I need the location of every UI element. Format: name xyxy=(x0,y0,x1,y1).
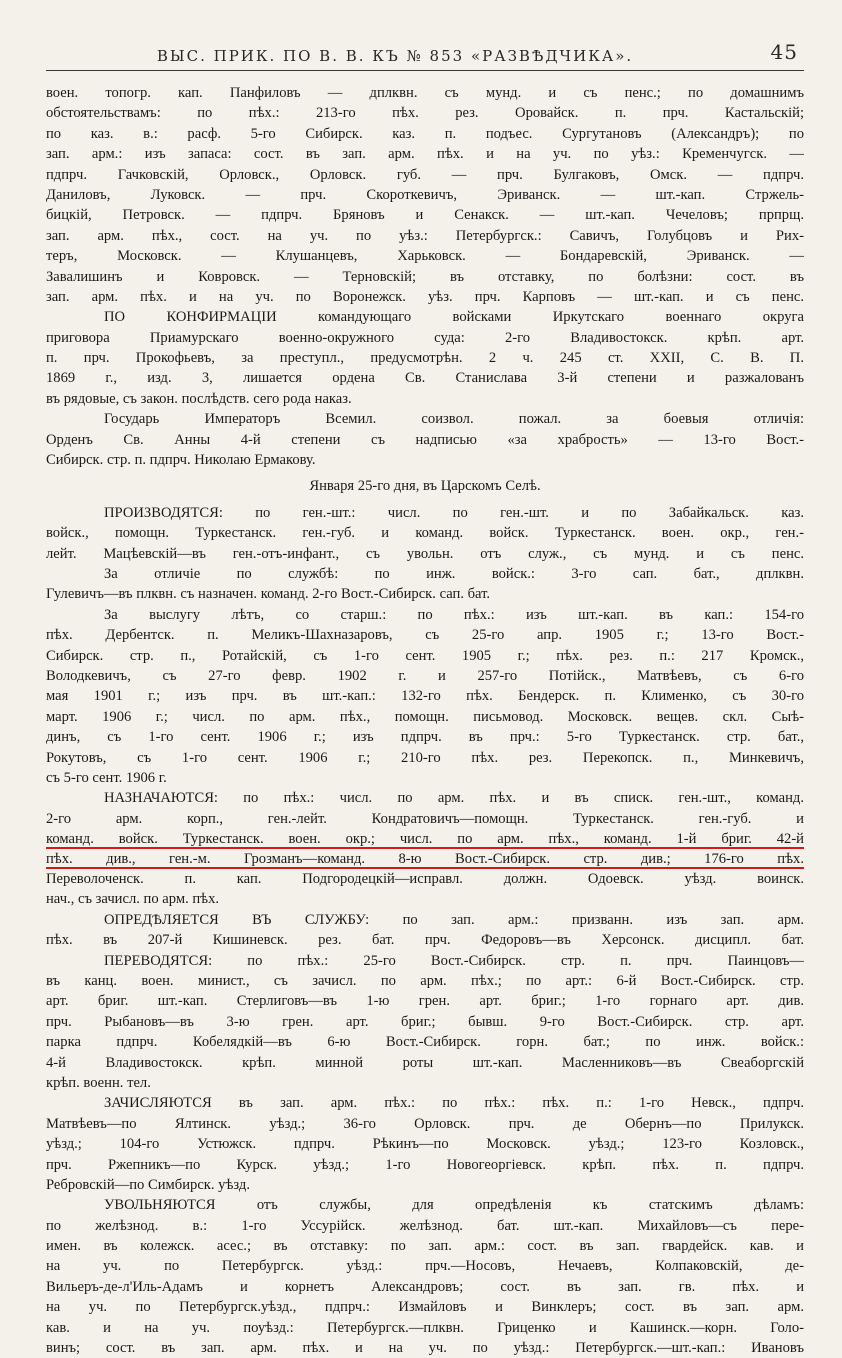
highlighted-text-line: пѣх. див., ген.-м. Грозманъ—команд. 8-ю Вост.-Сибирск. стр. див.; 176-го пѣх. xyxy=(46,851,804,868)
text-line: Государь Императоръ Всемил. соизвол. пожал. за боевыя отличія: xyxy=(104,411,804,428)
text-line: приговора Приамурскаго военно-окружного суда: 2-го Владивостокск. крѣп. арт. xyxy=(46,329,804,346)
text-line: зап. арм. пѣх. и на уч. по Воронежск. уѣз. прч. Карповъ — шт.-кап. и съ пенс. xyxy=(46,288,804,305)
text-line: по каз. в.: расф. 5-го Сибирск. каз. п. подъес. Сургутановъ (Александръ); по xyxy=(46,125,804,142)
text-line: март. 1906 г.; числ. по арм. пѣх., помощн. письмовод. Московск. вещев. скл. Сыѣ- xyxy=(46,708,804,725)
text-line: арт. бриг. шт.-кап. Стерлиговъ—въ 1-ю грен. арт. бриг.; 1-го горнаго арт. див. xyxy=(46,993,804,1010)
text-line: пѣх. въ 207-й Кишиневск. рез. бат. прч. Федоровъ—въ Херсонск. дисципл. бат. xyxy=(46,932,804,949)
text-line: бицкій, Петровск. — пдпрч. Бряновъ и Сенакск. — шт.-кап. Чечеловъ; прпрщ. xyxy=(46,207,804,224)
text-line: кав. и на уч. поуѣзд.: Петербургск.—плквн. Гриценко и Кашинск.—корн. Голо- xyxy=(46,1319,804,1336)
text-line: на уч. по Петербургск. уѣзд.: прч.—Носовъ, Нечаевъ, Колпаковскій, де- xyxy=(46,1258,804,1275)
text-line: имен. въ колежск. асес.; въ отставку: по зап. арм.: сост. въ зап. гвардейск. кав. и xyxy=(46,1238,804,1255)
text-line: мая 1901 г.; изъ прч. въ шт.-кап.: 132-го пѣх. Бендерск. п. Клименко, съ 30-го xyxy=(46,688,804,705)
text-line: Вильеръ-де-л'Иль-Адамъ и корнетъ Александровъ; сост. въ зап. гв. пѣх. и xyxy=(46,1278,804,1295)
text-line: Даниловъ, Луковск. — прч. Скороткевичъ, Эриванск. — шт.-кап. Стржель- xyxy=(46,186,804,203)
text-line: зап. арм.: изъ запаса: сост. въ зап. арм. пѣх. и на уч. по уѣз.: Кременчугск. — xyxy=(46,146,804,163)
text-line: Орденъ Св. Анны 4-й степени съ надписью «за храбрость» — 13-го Вост.- xyxy=(46,431,804,448)
text-line: въ рядовые, съ закон. послѣдств. сего рода наказ. xyxy=(46,390,352,407)
header-title: ВЫС. ПРИК. ПО В. В. КЪ № 853 «РАЗВѢДЧИКА». xyxy=(156,47,634,65)
text-line: Рокутовъ, съ 1-го сент. 1906 г.; 210-го пѣх. рез. Перекопск. п., Минкевичъ, xyxy=(46,749,804,766)
text-line: Переволоченск. п. кап. Подгородецкій—исправл. должн. Одоевск. уѣзд. воинск. xyxy=(46,871,804,888)
text-line: прч. Рыбановъ—въ 3-ю грен. арт. бриг.; бывш. 9-го Вост.-Сибирск. стр. арт. xyxy=(46,1013,804,1030)
text-line: За выслугу лѣтъ, со старш.: по пѣх.: изъ шт.-кап. въ кап.: 154-го xyxy=(104,606,804,623)
text-line: прч. Ржепникъ—по Курск. уѣзд.; 1-го Новогеоргіевск. крѣп. пѣх. п. пдпрч. xyxy=(46,1156,804,1173)
text-line: теръ, Московск. — Клушанцевъ, Харьковск. — Бондаревскій, Эриванск. — xyxy=(46,248,804,265)
text-line: крѣп. военн. тел. xyxy=(46,1074,151,1091)
section-heading-line: ПЕРЕВОДЯТСЯ: по пѣх.: 25-го Вост.-Сибирск. стр. п. прч. Паинцовъ— xyxy=(104,952,804,969)
text-line: 2-го арм. корп., ген.-лейт. Кондратовичъ—помощн. Туркестанск. ген.-губ. и xyxy=(46,810,804,827)
section-heading-line: ЗАЧИСЛЯЮТСЯ въ зап. арм. пѣх.: по пѣх.: пѣх. п.: 1-го Невск., пдпрч. xyxy=(104,1095,804,1112)
running-header xyxy=(46,40,804,71)
text-line: Ребровскій—по Симбирск. уѣзд. xyxy=(46,1176,250,1193)
section-heading-line: ПРОИЗВОДЯТСЯ: по ген.-шт.: числ. по ген.-шт. и по Забайкальск. каз. xyxy=(104,504,804,521)
section-heading-line: ПО КОНФИРМАЦІИ командующаго войсками Иркутскаго военнаго округа xyxy=(104,309,804,326)
text-line: Гулевичъ—въ плквн. съ назначен. команд. 2-го Вост.-Сибирск. сап. бат. xyxy=(46,586,491,603)
date-line: Января 25-го дня, въ Царскомъ Селѣ. xyxy=(309,478,541,495)
text-line: динъ, съ 1-го сент. 1906 г.; изъ пдпрч. въ прч.: 5-го Туркестанск. стр. бат., xyxy=(46,729,804,746)
document-body xyxy=(46,83,804,1358)
text-line: 4-й Владивостокск. крѣп. минной роты шт.-кап. Масленниковъ—въ Свеаборгскій xyxy=(46,1054,804,1071)
text-line: винъ; сост. въ зап. арм. пѣх. и на уч. по уѣзд.: Петербургск.—шт.-кап.: Ивановъ xyxy=(46,1340,804,1357)
text-line: воен. топогр. кап. Панфиловъ — дплквн. съ мунд. и съ пенс.; по домашнимъ xyxy=(46,85,804,101)
text-line: съ 5-го сент. 1906 г. xyxy=(46,769,167,786)
text-line: зап. арм. пѣх., сост. на уч. по уѣз.: Петербургск.: Савичъ, Голубцовъ и Рих- xyxy=(46,227,804,244)
text-line: нач., съ зачисл. по арм. пѣх. xyxy=(46,891,220,908)
text-line: пдпрч. Гачковскій, Орловск., Орловск. губ. — прч. Булгаковъ, Омск. — пдпрч. xyxy=(46,166,804,183)
text-line: на уч. по Петербургск.уѣзд., пдпрч.: Измайловъ и Винклеръ; сост. въ зап. арм. xyxy=(46,1299,804,1316)
text-line: 1869 г., изд. 3, лишается ордена Св. Станислава 3-й степени и разжалованъ xyxy=(46,370,804,387)
section-heading-line: ОПРЕДѢЛЯЕТСЯ ВЪ СЛУЖБУ: по зап. арм.: призванн. изъ зап. арм. xyxy=(104,911,804,928)
text-line: Сибирск. стр. п., Ротайскій, съ 1-го сент. 1905 г.; пѣх. рез. п.: 217 Кромск., xyxy=(46,647,804,664)
text-line: пѣх. Дербентск. п. Меликъ-Шахназаровъ, съ 25-го апр. 1905 г.; 13-го Вост.- xyxy=(46,627,804,644)
text-line: п. прч. Прокофьевъ, за преступл., предусмотрѣн. 2 ч. 245 ст. XXII, С. В. П. xyxy=(46,350,804,367)
text-line: по желѣзнод. в.: 1-го Уссурійск. желѣзнод. бат. шт.-кап. Михайловъ—съ пере- xyxy=(46,1217,804,1234)
text-line: Завалишинъ и Ковровск. — Терновскій; въ отставку, по болѣзни: сост. въ xyxy=(46,268,804,285)
text-line: въ канц. воен. минист., съ зачисл. по арм. пѣх.; по арт.: 6-й Вост.-Сибирск. стр. xyxy=(46,973,804,990)
text-line: За отличіе по службѣ: по инж. войск.: 3-го сап. бат., дплквн. xyxy=(104,565,804,582)
text-line: Володкевичъ, съ 27-го февр. 1902 г. и 257-го Потійск., Матвѣевъ, съ 6-го xyxy=(46,667,804,684)
highlighted-text-line: команд. войск. Туркестанск. воен. окр.; числ. по арм. пѣх., команд. 1-й бриг. 42-й xyxy=(46,831,804,848)
page-number: 45 xyxy=(770,40,798,64)
section-heading-line: УВОЛЬНЯЮТСЯ отъ службы, для опредѣленія къ статскимъ дѣламъ: xyxy=(104,1197,804,1214)
section-heading-line: НАЗНАЧАЮТСЯ: по пѣх.: числ. по арм. пѣх. и въ списк. ген.-шт., команд. xyxy=(104,790,804,807)
text-line: войск., помощн. Туркестанск. ген.-губ. и команд. войск. Туркестанск. воен. окр., ген.- xyxy=(46,525,804,542)
text-line: обстоятельствамъ: по пѣх.: 213-го пѣх. рез. Оровайск. п. прч. Кастальскій; xyxy=(46,105,804,122)
text-line: парка пдпрч. Кобелядкій—въ 6-ю Вост.-Сибирск. горн. бат.; по инж. войск.: xyxy=(46,1034,804,1051)
text-line: Матвѣевъ—по Ялтинск. уѣзд.; 36-го Орловск. прч. де Обернъ—по Прилукск. xyxy=(46,1115,804,1132)
text-line: лейт. Мацѣевскій—въ ген.-отъ-инфант., съ увольн. отъ служ., съ мунд. и съ пенс. xyxy=(46,545,804,562)
text-line: Сибирск. стр. п. пдпрч. Николаю Ермакову. xyxy=(46,452,316,469)
text-line: уѣзд.; 104-го Устюжск. пдпрч. Рѣкинъ—по Московск. уѣзд.; 123-го Козловск., xyxy=(46,1136,804,1153)
